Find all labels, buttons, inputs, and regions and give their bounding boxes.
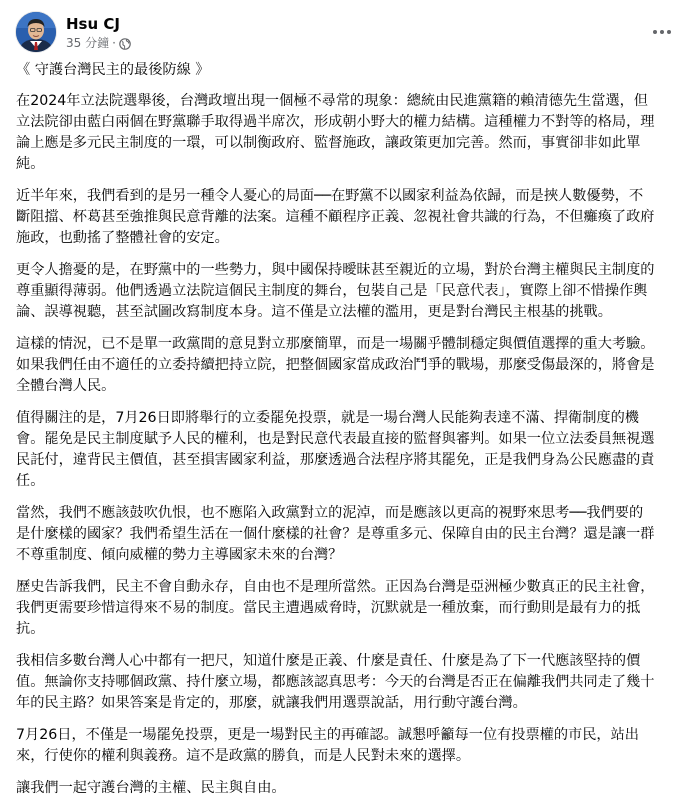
more-horizontal-icon[interactable] [648, 18, 676, 46]
post-title: 《 守護台灣民主的最後防線 》 [16, 62, 210, 78]
post-time[interactable]: 35 分鐘 [66, 36, 110, 50]
post-paragraph: 在2024年立法院選舉後，台灣政壇出現一個極不尋常的現象：總統由民進黨籍的賴清德先生當選，但 立法院卻由藍白兩個在野黨聯手取得過半席次，形成朝小野大的權力結構。這種權力不對等的格局，理 論上應是多元民主制度的一環，可以制衡政府、監督施政，讓政策更加完善。然而，事實卻非如此單 純。 [16, 93, 655, 172]
author-name[interactable]: Hsu CJ [66, 15, 120, 33]
avatar-photo [16, 12, 56, 52]
post-paragraph: 當然，我們不應該鼓吹仇恨，也不應陷入政黨對立的泥淖，而是應該以更高的視野來思考──我們要的 是什麼樣的國家？我們希望生活在一個什麼樣的社會？是尊重多元、保障自由的民主台灣？還是讓一群 不尊重制度、傾向威權的勢力主導國家未來的台灣？ [16, 505, 655, 563]
post-paragraph: 近半年來，我們看到的是另一種令人憂心的局面──在野黨不以國家利益為依歸，而是挾人數優勢，不 斷阻擋、杯葛甚至強推與民意背離的法案。這種不顧程序正義、忽視社會共識的行為，不但癱瘓了政府 施政，也動搖了整體社會的安定。 [16, 188, 655, 246]
post-paragraph: 我相信多數台灣人心中都有一把尺，知道什麼是正義、什麼是責任、什麼是為了下一代應該堅持的價 值。無論你支持哪個政黨、持什麼立場，都應該認真思考：今天的台灣是否正在偏離我們共同走了幾十 年的民主路？如果答案是肯定的，那麼，就讓我們用選票說話，用行動守護台灣。 [16, 653, 655, 711]
post-meta [66, 35, 131, 51]
globe-icon[interactable] [119, 38, 131, 50]
post-paragraph: 更令人擔憂的是，在野黨中的一些勢力，與中國保持曖昧甚至親近的立場，對於台灣主權與民主制度的 尊重顯得薄弱。他們透過立法院這個民主制度的舞台，包裝自己是「民意代表」，實際上卻不惜操作輿 論、誤導視聽，甚至試圖改寫制度本身。這不僅是立法權的濫用，更是對台灣民主根基的挑戰。 [16, 262, 655, 320]
post-paragraph: 讓我們一起守護台灣的主權、民主與自由。 [16, 780, 286, 796]
post-body [16, 60, 676, 810]
meta-separator: · [112, 36, 116, 50]
avatar[interactable] [16, 12, 56, 52]
post-header [16, 12, 680, 56]
post-paragraph: 歷史告訴我們，民主不會自動永存，自由也不是理所當然。正因為台灣是亞洲極少數真正的民主社會， 我們更需要珍惜這得來不易的制度。當民主遭遇威脅時，沉默就是一種放棄，而行動則是最有力的抵 抗。 [16, 579, 655, 637]
post-paragraph: 值得關注的是，7月26日即將舉行的立委罷免投票，就是一場台灣人民能夠表達不滿、捍衛制度的機 會。罷免是民主制度賦予人民的權利，也是對民意代表最直接的監督與審判。如果一位立法委員無視選 民託付，違背民主價值，甚至損害國家利益，那麼透過合法程序將其罷免，正是我們身為公民應盡的責 任。 [16, 410, 655, 489]
post-paragraph: 7月26日，不僅是一場罷免投票，更是一場對民主的再確認。誠懇呼籲每一位有投票權的市民，站出 來，行使你的權利與義務。這不是政黨的勝負，而是人民對未來的選擇。 [16, 727, 639, 764]
post-paragraph: 這樣的情況，已不是單一政黨間的意見對立那麼簡單，而是一場關乎體制穩定與價值選擇的重大考驗。 如果我們任由不適任的立委持續把持立院，把整個國家當成政治鬥爭的戰場，那麼受傷最深的，將會是 全體台灣人民。 [16, 336, 655, 394]
